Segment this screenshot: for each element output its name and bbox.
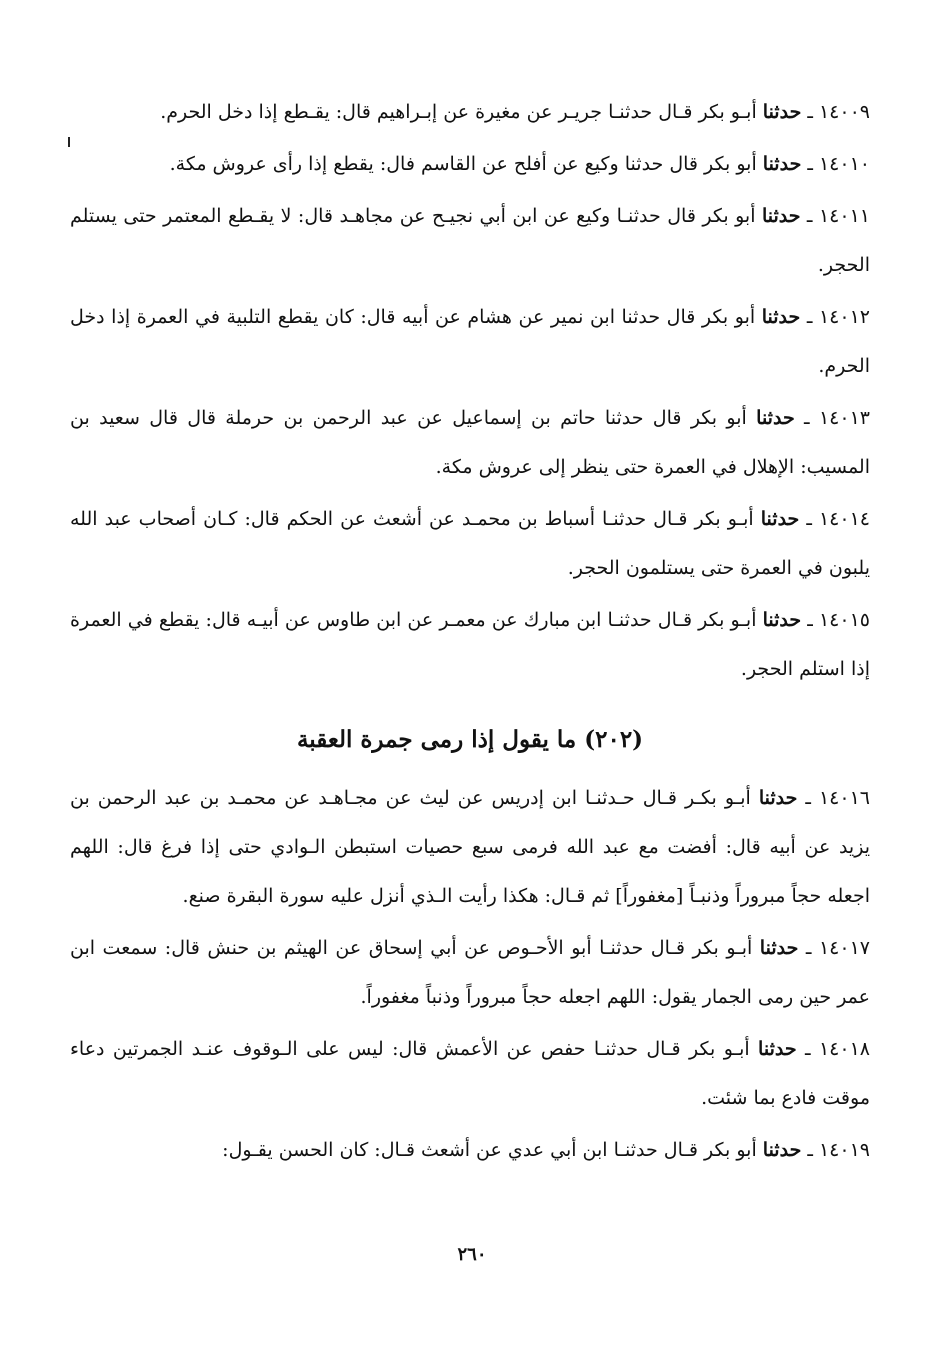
- hadith-keyword: حدثنا: [758, 1038, 797, 1060]
- hadith-number: ١٤٠١٦: [818, 787, 870, 809]
- hadith-number: ١٤٠١١: [818, 205, 870, 227]
- hadith-number: ١٤٠١٢: [818, 306, 870, 328]
- hadith-keyword: حدثنا: [758, 787, 798, 809]
- hadith-14009: [70, 88, 870, 137]
- separator: ـ: [797, 787, 819, 809]
- separator: ـ: [799, 508, 819, 530]
- hadith-text: أبـو بكر قـال حدثنـا أبو الأحـوص عن أبي إسحاق عن الهيثم بن حنش قال: سمعت ابن عمر حين رمى الجمار يقول: اللهم اجعله حجاً مبروراً وذنباً مغفوراً.: [70, 937, 870, 1008]
- hadith-keyword: حدثنا: [760, 508, 800, 530]
- hadith-text: أبو بكر قال حدثنا وكيع عن أفلح عن القاسم فال: يقطع إذا رأى عروش مكة.: [169, 153, 763, 175]
- hadith-number: ١٤٠١٧: [818, 937, 870, 959]
- separator: ـ: [796, 1038, 819, 1060]
- hadith-keyword: حدثنا: [756, 407, 795, 429]
- hadith-text: أبـو بكر قـال حدثنـا ابن مبارك عن معمـر عن ابن طاوس عن أبيـه قال: يقطع في العمرة إذا استلم الحجر.: [70, 609, 870, 680]
- separator: ـ: [801, 153, 819, 175]
- hadith-text: أبو بكر قال حدثنـا وكيع عن ابن أبي نجيـح عن مجاهـد قال: لا يقـطع المعتمر حتى يستلم الحجر.: [70, 205, 870, 276]
- hadith-14017: [70, 924, 870, 1022]
- page-number: ٢٦٠: [457, 1244, 487, 1265]
- separator: ـ: [800, 306, 819, 328]
- hadith-number: ١٤٠١٥: [818, 609, 870, 631]
- hadith-keyword: حدثنا: [762, 1139, 802, 1161]
- separator: ـ: [794, 407, 819, 429]
- section-heading: (٢٠٢) ما يقول إذا رمى جمرة العقبة: [296, 726, 644, 753]
- hadith-keyword: حدثنا: [759, 937, 799, 959]
- hadith-14013: [70, 394, 870, 492]
- hadith-14015: [70, 596, 870, 694]
- hadith-text: أبو بكر قـال حدثنـا ابن أبي عدي عن أشعث قـال: كان الحسن يقـول:: [222, 1139, 763, 1161]
- separator: ـ: [801, 609, 819, 631]
- hadith-keyword: حدثنا: [762, 101, 802, 123]
- separator: ـ: [798, 937, 819, 959]
- hadith-number: ١٤٠١٨: [818, 1038, 870, 1060]
- hadith-number: ١٤٠١٠: [818, 153, 870, 175]
- hadith-keyword: حدثنا: [762, 609, 802, 631]
- hadith-text: أبـو بكر قـال حدثنـا أسباط بن محمـد عن أشعث عن الحكم قال: كـان أصحاب عبد الله يلبون في العمرة حتى يستلمون الحجر.: [70, 508, 870, 579]
- hadith-number: ١٤٠١٤: [818, 508, 870, 530]
- hadith-text: أبو بكر قال حدثنا حاتم بن إسماعيل عن عبد الرحمن بن حرملة قال قال سعيد بن المسيب: الإهلال في العمرة حتى ينظر إلى عروش مكة.: [70, 407, 870, 478]
- separator: ـ: [801, 101, 819, 123]
- hadith-14014: [70, 495, 870, 593]
- hadith-14016: [70, 774, 870, 921]
- hadith-number: ١٤٠٠٩: [818, 101, 870, 123]
- hadith-text: أبـو بكر قـال حدثنـا حفص عن الأعمش قال: ليس على الـوقوف عنـد الجمرتين دعاء موقت فادع بما شئت.: [70, 1038, 870, 1109]
- hadith-14018: [70, 1025, 870, 1123]
- hadith-text: أبـو بكر قـال حدثنـا جريـر عن مغيرة عن إبـراهيم قال: يقـطع إذا دخل الحرم.: [160, 101, 763, 123]
- hadith-14012: [70, 293, 870, 391]
- hadith-14019: [70, 1126, 870, 1175]
- hadith-number: ١٤٠١٩: [818, 1139, 870, 1161]
- hadith-14010: [70, 140, 870, 189]
- hadith-text: أبـو بكـر قـال حـدثنـا ابن إدريس عن ليث عن مجـاهـد عن محمـد بن عبد الرحمن بن يزيد عن أبيه قال: أفضت مع عبد الله فرمى سبع حصيات استبطن الـوادي حتى إذا فرغ قال: اللهم اجعله حجاً مبروراً وذنبـاً [مغفوراً] ثم قـال: هكذا رأيت الـذي أنزل عليه سورة البقرة صنع.: [70, 787, 870, 907]
- separator: ـ: [800, 205, 819, 227]
- hadith-14011: [70, 192, 870, 290]
- hadith-keyword: حدثنا: [761, 205, 801, 227]
- hadith-text: أبو بكر قال حدثنا ابن نمير عن هشام عن أبيه قال: كان يقطع التلبية في العمرة إذا دخل الحرم.: [70, 306, 870, 377]
- page-body: [70, 88, 870, 1178]
- hadith-keyword: حدثنا: [762, 153, 802, 175]
- hadith-keyword: حدثنا: [761, 306, 801, 328]
- separator: ـ: [801, 1139, 819, 1161]
- hadith-number: ١٤٠١٣: [818, 407, 870, 429]
